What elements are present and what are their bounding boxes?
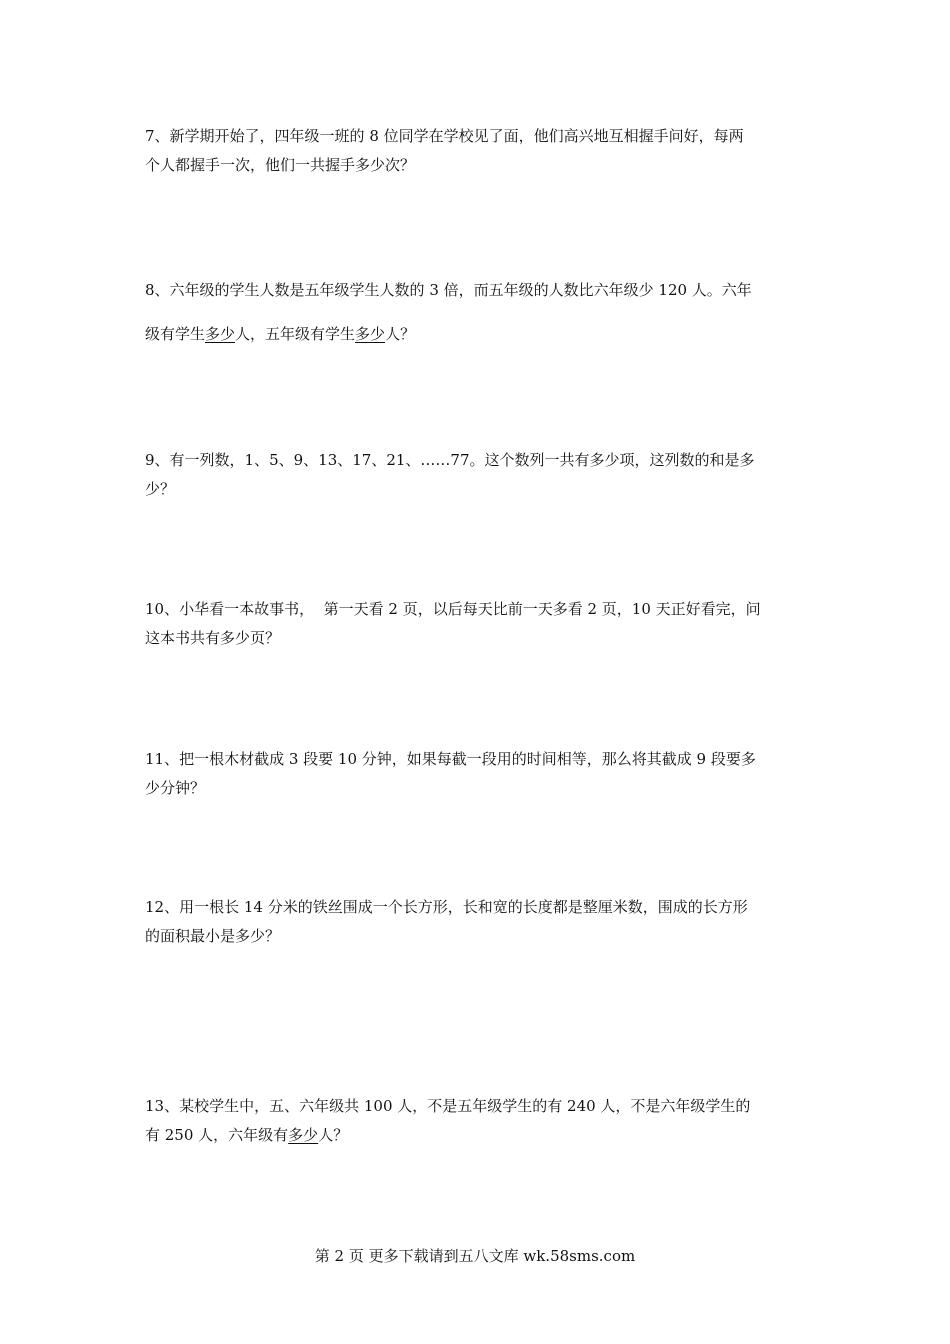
question-12-line-2: 的面积最小是多少？ xyxy=(145,927,281,945)
question-8-text-c: 人？ xyxy=(385,325,416,343)
question-7 xyxy=(145,122,807,180)
page-footer: 第 2 页 更多下载请到五八文库 wk.58sms.com xyxy=(314,1247,636,1265)
question-11-line-2: 少分钟？ xyxy=(145,779,206,797)
question-10-line-1: 10、小华看一本故事书， 第一天看 2 页，以后每天比前一天多看 2 页，10 天正好看完，问 xyxy=(145,600,761,618)
question-12 xyxy=(145,893,807,951)
question-8-underlined-1: 多少 xyxy=(205,325,236,343)
question-9-line-1: 9、有一列数，1、5、9、13、17、21、……77。这个数列一共有多少项，这列数的和是多 xyxy=(145,451,755,469)
question-13-line-2 xyxy=(145,1121,807,1150)
question-8-underlined-2: 多少 xyxy=(355,325,386,343)
question-13-text-a: 有 250 人，六年级有 xyxy=(145,1126,289,1144)
question-13 xyxy=(145,1092,807,1150)
question-13-line-1: 13、某校学生中，五、六年级共 100 人，不是五年级学生的有 240 人，不是六年级学生的 xyxy=(145,1097,751,1115)
question-11-line-1: 11、把一根木材截成 3 段要 10 分钟，如果每截一段用的时间相等，那么将其截成 9 段要多 xyxy=(145,750,756,768)
question-10-line-2: 这本书共有多少页？ xyxy=(145,629,281,647)
question-11 xyxy=(145,745,807,803)
question-13-text-b: 人？ xyxy=(318,1126,349,1144)
question-8 xyxy=(145,268,807,356)
question-9 xyxy=(145,446,807,504)
question-7-line-1: 7、新学期开始了，四年级一班的 8 位同学在学校见了面，他们高兴地互相握手问好，每两 xyxy=(145,127,744,145)
question-13-underlined-1: 多少 xyxy=(288,1126,319,1144)
question-12-line-1: 12、用一根长 14 分米的铁丝围成一个长方形，长和宽的长度都是整厘米数，围成的长方形 xyxy=(145,898,748,916)
question-10 xyxy=(145,595,807,653)
question-8-text-a: 级有学生 xyxy=(145,325,206,343)
question-8-line-1: 8、六年级的学生人数是五年级学生人数的 3 倍，而五年级的人数比六年级少 120 人。六年 xyxy=(145,281,752,299)
question-7-line-2: 个人都握手一次，他们一共握手多少次？ xyxy=(145,156,416,174)
question-8-line-2 xyxy=(145,312,807,356)
question-8-text-b: 人，五年级有学生 xyxy=(235,325,356,343)
question-9-line-2: 少？ xyxy=(145,480,176,498)
